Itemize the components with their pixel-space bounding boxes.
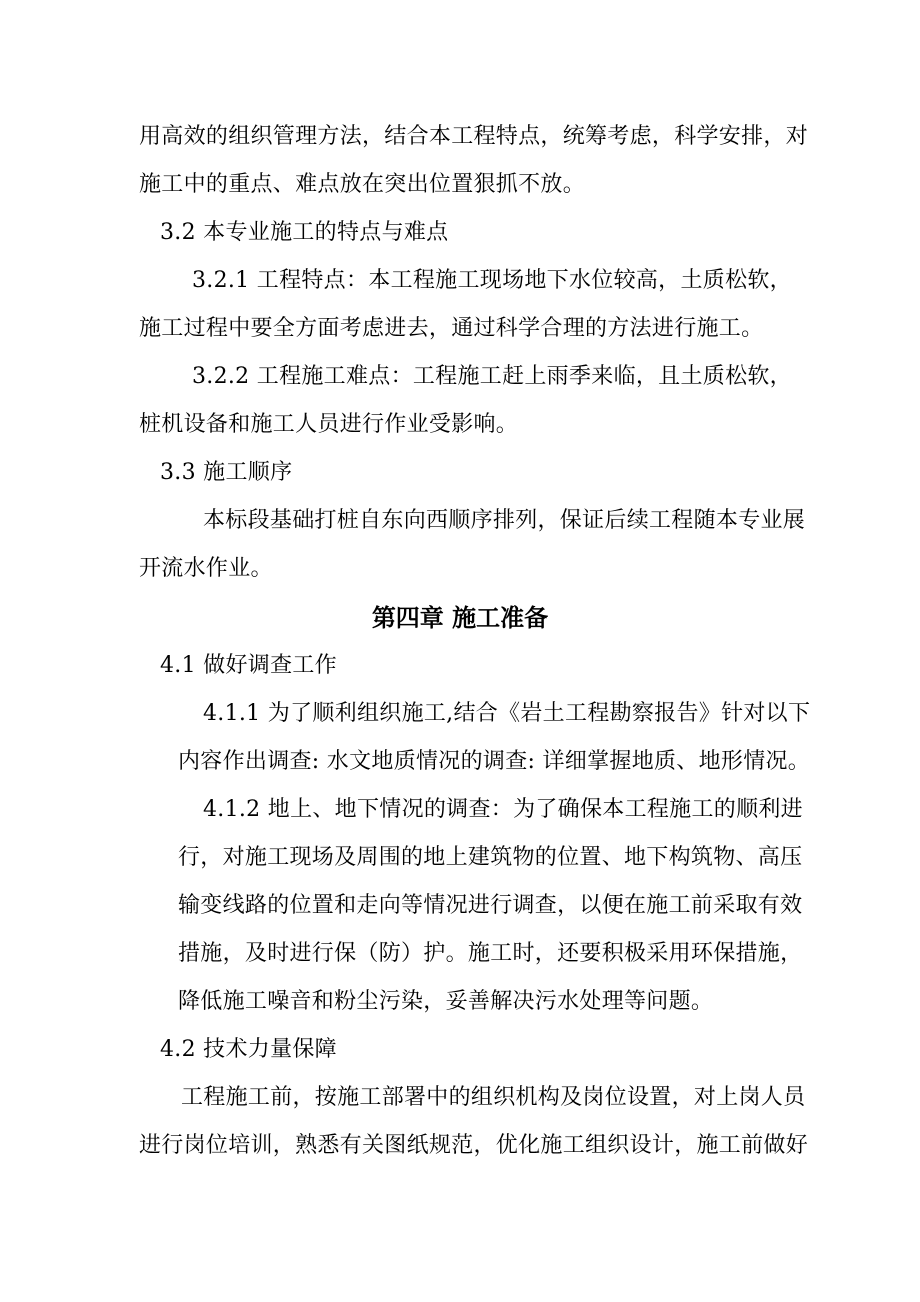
paragraph-line: 开流水作业。 bbox=[139, 556, 273, 581]
paragraph-line: 行，对施工现场及周围的地上建筑物的位置、地下构筑物、高压 bbox=[178, 845, 803, 870]
paragraph-line: 内容作出调查: 水文地质情况的调查: 详细掌握地质、地形情况。 bbox=[178, 749, 811, 774]
paragraph-line: 进行岗位培训，熟悉有关图纸规范，优化施工组织设计，施工前做好 bbox=[139, 1133, 809, 1158]
paragraph-line: 3.2.1 工程特点：本工程施工现场地下水位较高，土质松软， bbox=[192, 268, 792, 293]
paragraph-line: 4.1.1 为了顺利组织施工,结合《岩土工程勘察报告》针对以下 bbox=[203, 701, 811, 726]
section-heading-4-2: 4.2 技术力量保障 bbox=[160, 1037, 337, 1062]
paragraph-line: 降低施工噪音和粉尘污染，妥善解决污水处理等问题。 bbox=[178, 989, 714, 1014]
section-heading-4-1: 4.1 做好调查工作 bbox=[160, 653, 337, 678]
paragraph-line: 4.1.2 地上、地下情况的调查：为了确保本工程施工的顺利进 bbox=[203, 797, 803, 822]
paragraph-line: 本标段基础打桩自东向西顺序排列，保证后续工程随本专业展 bbox=[203, 508, 806, 533]
paragraph-line: 施工过程中要全方面考虑进去，通过科学合理的方法进行施工。 bbox=[139, 316, 764, 341]
paragraph-line: 施工中的重点、难点放在突出位置狠抓不放。 bbox=[139, 172, 586, 197]
paragraph-line: 用高效的组织管理方法，结合本工程特点，统筹考虑，科学安排，对 bbox=[139, 124, 809, 149]
section-heading-3-2: 3.2 本专业施工的特点与难点 bbox=[160, 220, 449, 245]
paragraph-line: 工程施工前，按施工部署中的组织机构及岗位设置，对上岗人员 bbox=[181, 1085, 806, 1110]
paragraph-line: 措施，及时进行保（防）护。施工时，还要积极采用环保措施， bbox=[178, 941, 803, 966]
section-heading-3-3: 3.3 施工顺序 bbox=[160, 460, 293, 485]
paragraph-line: 3.2.2 工程施工难点：工程施工赶上雨季来临，且土质松软， bbox=[192, 364, 792, 389]
paragraph-line: 桩机设备和施工人员进行作业受影响。 bbox=[139, 412, 519, 437]
paragraph-line: 输变线路的位置和走向等情况进行调查，以便在施工前采取有效 bbox=[178, 893, 803, 918]
chapter-title: 第四章 施工准备 bbox=[371, 604, 549, 632]
